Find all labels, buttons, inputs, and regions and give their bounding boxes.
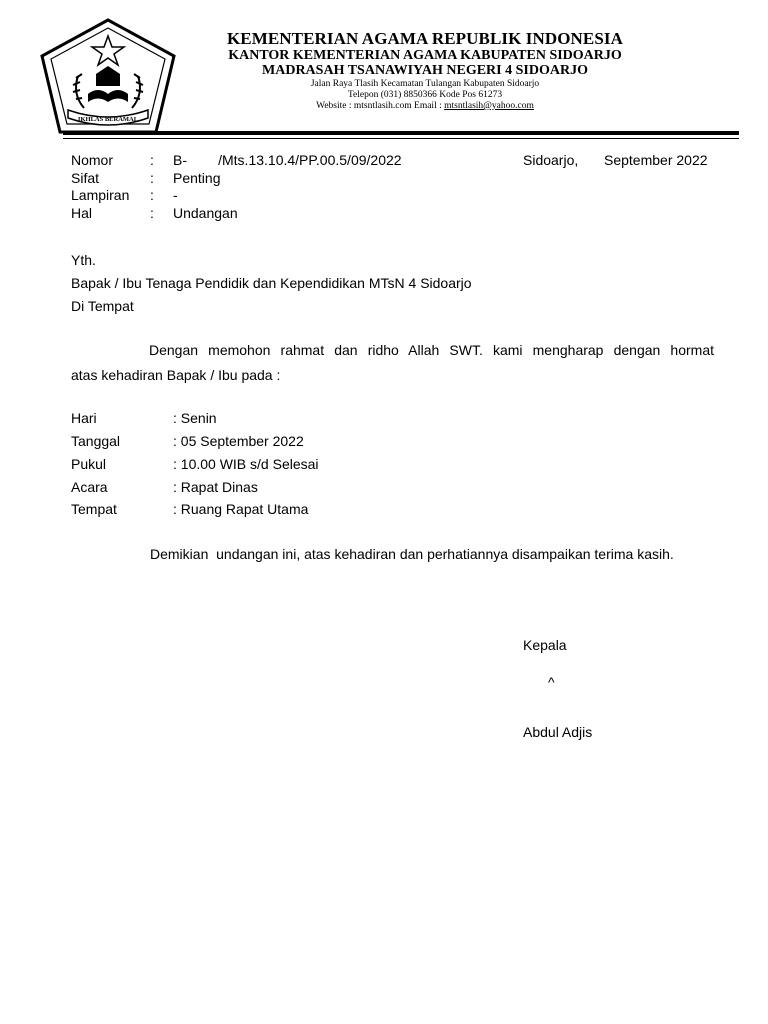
pukul-value: : 10.00 WIB s/d Selesai: [173, 456, 319, 472]
hari-value: : Senin: [173, 410, 217, 426]
acara-label: Acara: [71, 479, 108, 495]
website-label: Website : mtsntlasih.com Email :: [316, 101, 445, 111]
school-address: Jalan Raya Tlasih Kecamatan Tulangan Kabupaten Sidoarjo: [310, 79, 540, 89]
recipient-yth: Yth.: [71, 252, 96, 268]
hal-label: Hal: [71, 205, 93, 221]
nomor-colon: :: [150, 152, 154, 168]
header-rule-thin: [63, 138, 739, 139]
opening-line-2: atas kehadiran Bapak / Ibu pada :: [71, 367, 281, 383]
header-rule-thick: [63, 131, 739, 135]
acara-value: : Rapat Dinas: [173, 479, 258, 495]
school-phone: Telepon (031) 8850366 Kode Pos 61273: [347, 90, 503, 100]
letterhead: [180, 30, 670, 112]
hari-label: Hari: [71, 410, 97, 426]
recipient-place: Di Tempat: [71, 298, 134, 314]
lampiran-label: Lampiran: [71, 187, 130, 203]
pukul-label: Pukul: [71, 456, 107, 472]
emblem-motto: IKHLAS BERAMAL: [77, 116, 139, 123]
hal-colon: :: [150, 205, 154, 221]
nomor-value: B- /Mts.13.10.4/PP.00.5/09/2022: [173, 152, 402, 168]
closing-paragraph: Demikian undangan ini, atas kehadiran dan perhatiannya disampaikan terima kasih.: [150, 546, 674, 562]
sifat-label: Sifat: [71, 170, 100, 186]
sifat-colon: :: [150, 170, 154, 186]
school-name: MADRASAH TSANAWIYAH NEGERI 4 SIDOARJO: [262, 63, 588, 78]
letter-date: September 2022: [604, 152, 708, 168]
lampiran-colon: :: [150, 187, 154, 203]
hal-value: Undangan: [173, 205, 238, 221]
lampiran-value: -: [173, 187, 178, 203]
recipient-name: Bapak / Ibu Tenaga Pendidik dan Kependidikan MTsN 4 Sidoarjo: [71, 275, 472, 291]
office-name: KANTOR KEMENTERIAN AGAMA KABUPATEN SIDOARJO: [228, 48, 622, 63]
ministry-name: KEMENTERIAN AGAMA REPUBLIK INDONESIA: [226, 29, 624, 48]
letter-place: Sidoarjo,: [523, 152, 579, 168]
opening-line-1: Dengan memohon rahmat dan ridho Allah SWT. kami mengharap dengan hormat: [149, 342, 714, 358]
tanggal-value: : 05 September 2022: [173, 433, 304, 449]
email-link[interactable]: mtsntlasih@yahoo.com: [444, 101, 534, 111]
tanggal-label: Tanggal: [71, 433, 121, 449]
tempat-label: Tempat: [71, 501, 117, 517]
signature-mark: ^: [548, 674, 555, 690]
tempat-value: : Ruang Rapat Utama: [173, 501, 309, 517]
school-contact: [180, 101, 670, 112]
opening-paragraph: [71, 342, 714, 359]
nomor-label: Nomor: [71, 152, 114, 168]
kemenag-emblem-icon: [38, 16, 178, 136]
sifat-value: Penting: [173, 170, 221, 186]
signature-name: Abdul Adjis: [523, 724, 593, 740]
signature-title: Kepala: [523, 637, 567, 653]
